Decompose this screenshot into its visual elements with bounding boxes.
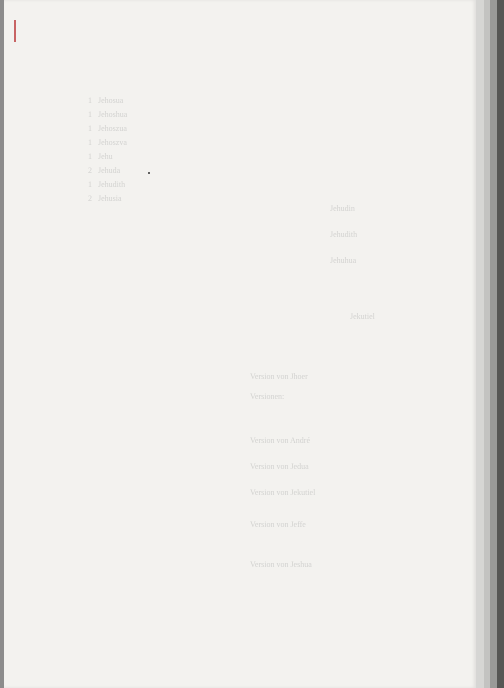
show-through-text: 2 Jehusia [88,194,122,203]
show-through-text: 1 Jehudith [88,180,126,189]
show-through-text: Jehuhua [330,256,357,265]
margin-mark [14,20,16,42]
show-through-text: Jehudith [330,230,358,239]
show-through-text: Version von André [250,436,310,445]
show-through-text: Jekutiel [350,312,375,321]
show-through-text: Version von Jhoer [250,372,308,381]
show-through-text: Jehudin [330,204,355,213]
show-through-text: Version von Jeffe [250,520,306,529]
page-edge [490,0,497,688]
stray-mark [148,172,150,174]
show-through-text: Versionen: [250,392,285,401]
show-through-text: 2 Jehuda [88,166,121,175]
show-through-text: 1 Jehoszva [88,138,127,147]
document-page [4,0,476,688]
page-edge [497,0,504,688]
show-through-text: 1 Jehosua [88,96,124,105]
show-through-text: Version von Jekutiel [250,488,316,497]
show-through-text: 1 Jehu [88,152,113,161]
page-edge [476,0,484,688]
show-through-text: 1 Jehoszua [88,124,127,133]
show-through-text: Version von Jedua [250,462,309,471]
show-through-text: 1 Jehoshua [88,110,128,119]
show-through-text: Version von Jeshua [250,560,312,569]
